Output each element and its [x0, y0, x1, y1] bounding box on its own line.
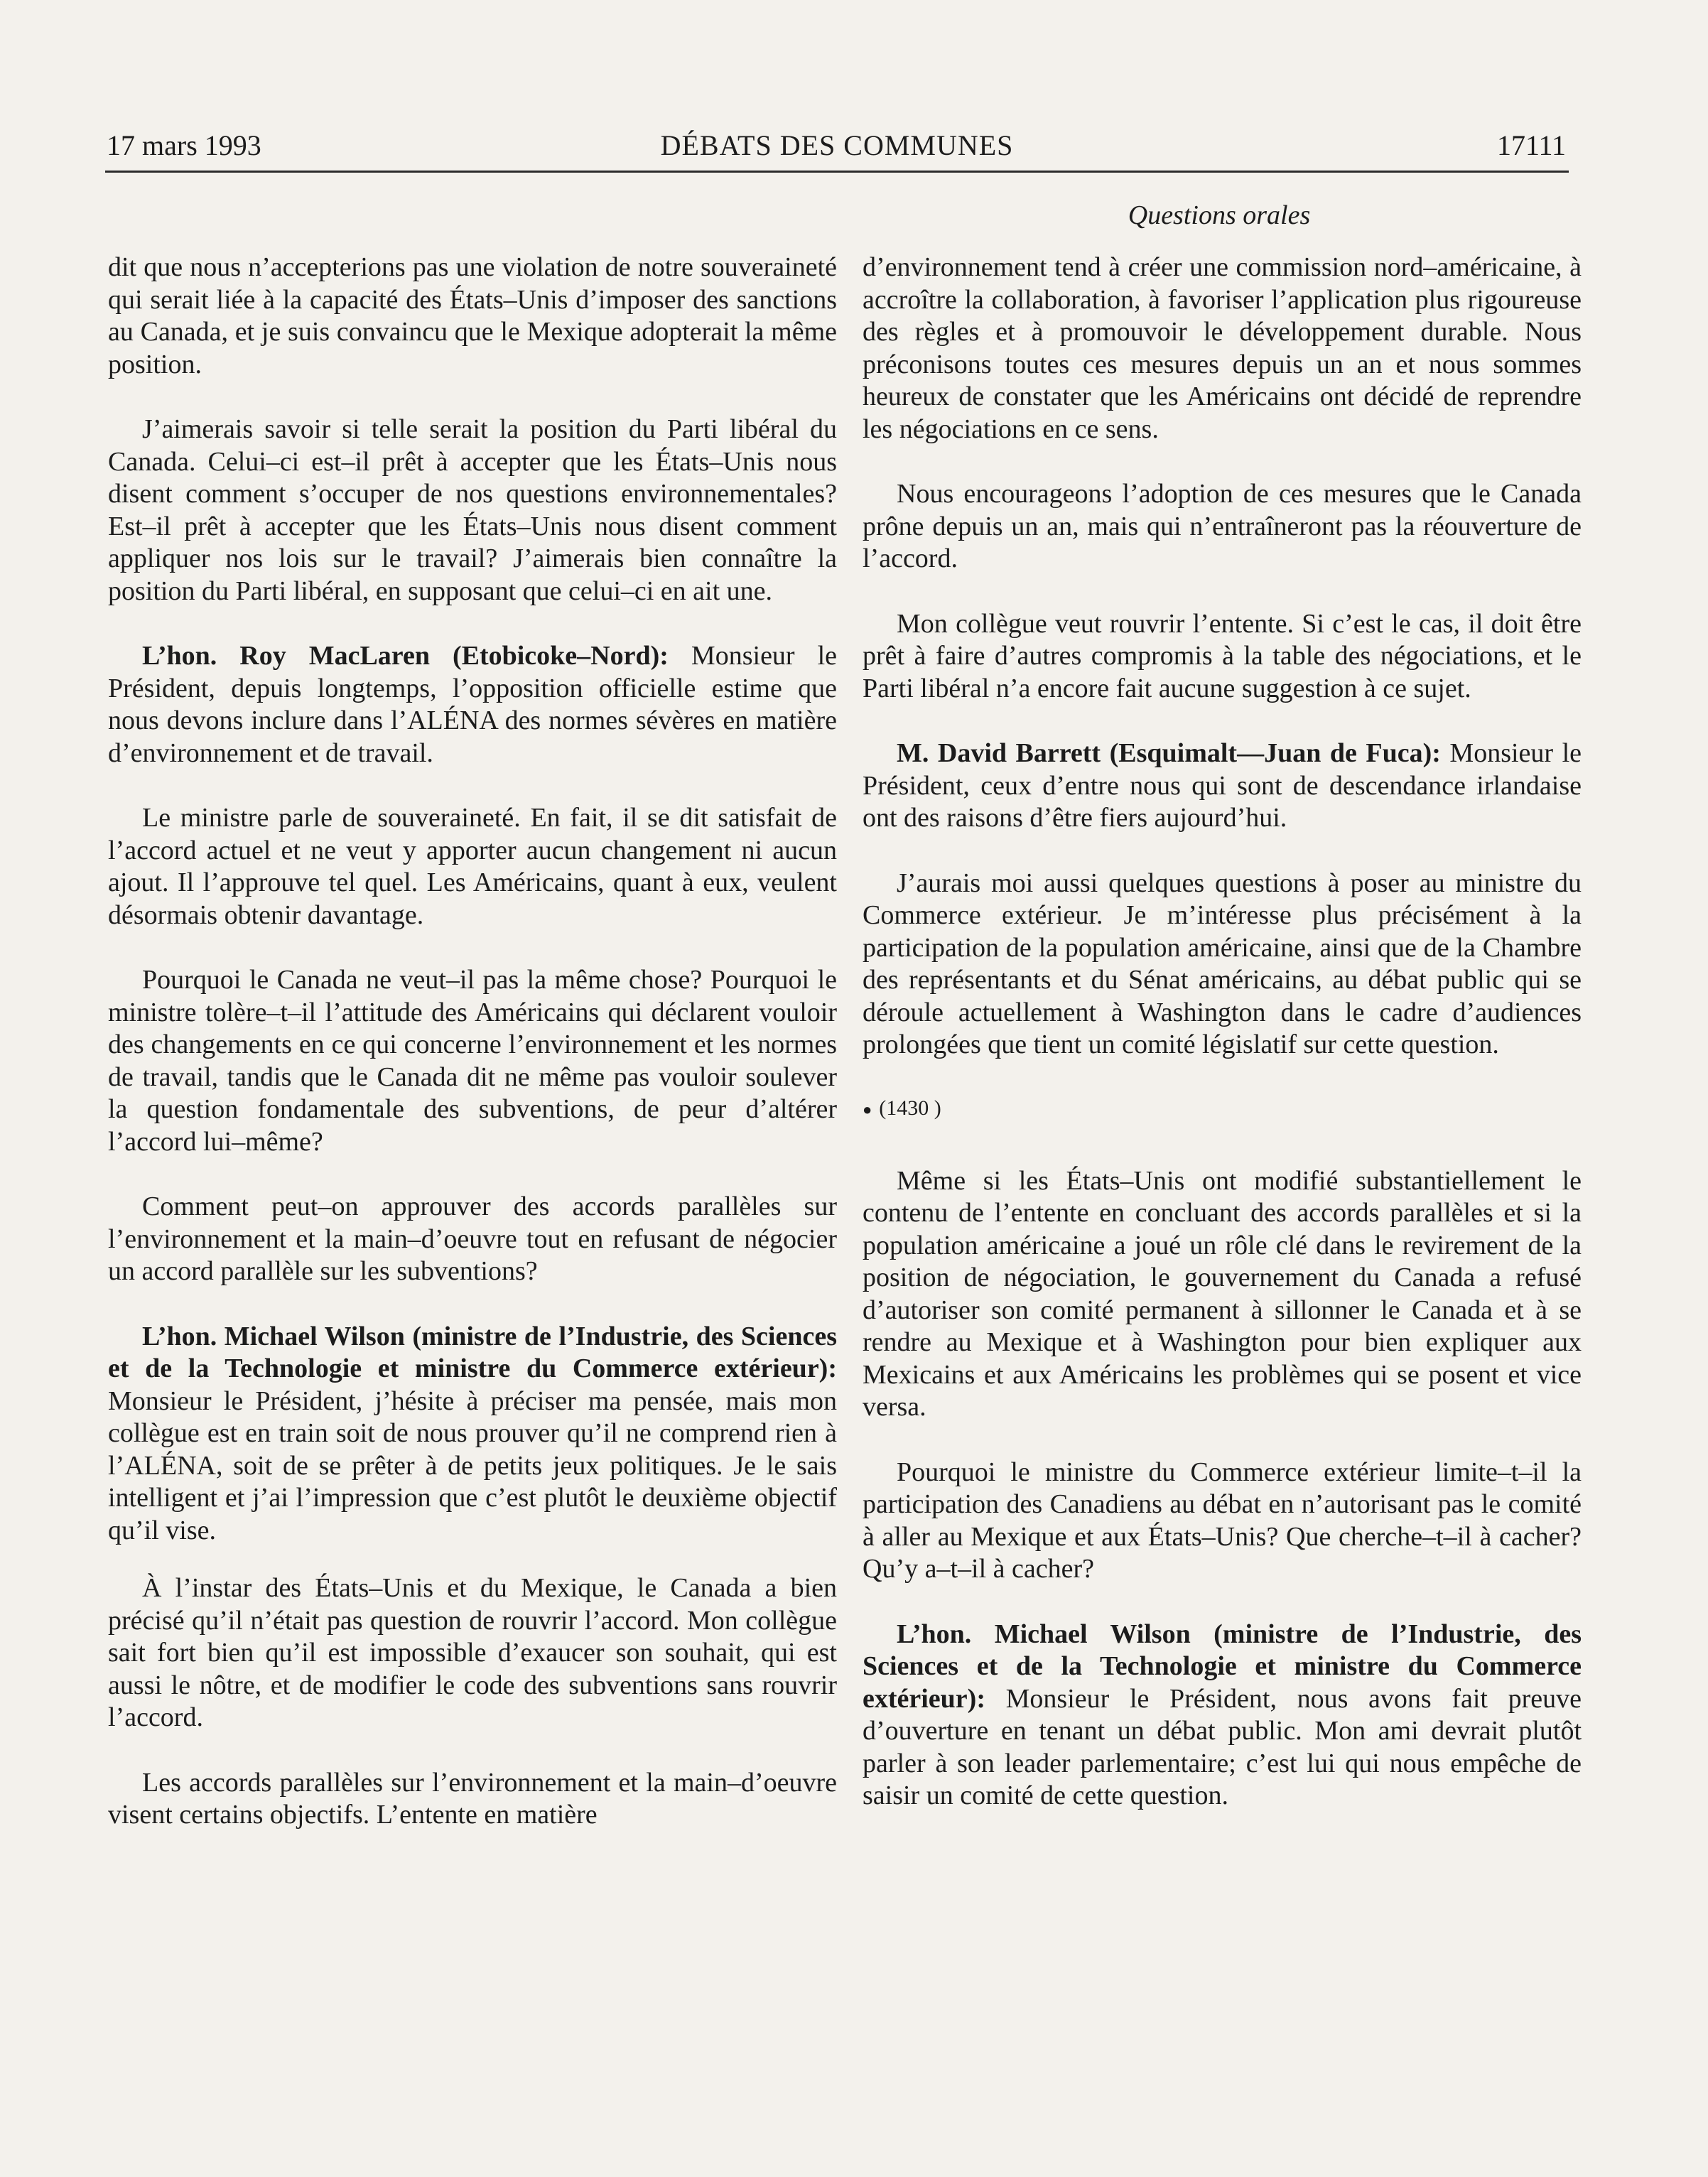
speech-text: Monsieur le Président, ceux d’entre nous qui sont de descendance irlandaise ont des raisons d’être fiers aujourd’hui.: [863, 738, 1582, 833]
paragraph: À l’instar des États–Unis et du Mexique, le Canada a bien précisé qu’il n’était pas question de rouvrir l’accord. Mon collègue sait fort bien qu’il est impossible d’exaucer son souhait, qui est aussi le nôtre, et de modifier le code des subventions sans rouvrir l’accord.: [108, 1573, 837, 1732]
paragraph: J’aurais moi aussi quelques questions à poser au ministre du Commerce extérieur. Je m’intéresse plus précisément à la participation de la population américaine, ainsi que de la Chambre des représentants et du Sénat américains, au débat public qui se déroule actuellement à Washington dans le cadre d’audiences prolongées que tient un comité législatif sur cette question.: [863, 868, 1582, 1059]
speech-paragraph: [863, 1619, 1582, 1813]
paragraph: Le ministre parle de souveraineté. En fait, il se dit satisfait de l’accord actuel et ne veut y apporter aucun changement ni aucun ajout. Il l’approuve tel quel. Les Américains, quant à eux, veulent désormais obtenir davantage.: [108, 803, 837, 930]
right-column: [863, 252, 1582, 1845]
paragraph: dit que nous n’accepterions pas une violation de notre souveraineté qui serait liée à la capacité des États–Unis d’imposer des sanctions au Canada, et je suis convaincu que le Mexique adopterait la même position.: [108, 252, 837, 379]
speech-text: Monsieur le Président, nous avons fait preuve d’ouverture en tenant un débat public. Mon ami devrait plutôt parler à son leader parlementaire; c’est lui qui nous empêche de saisir un comité de cette question.: [863, 1683, 1582, 1811]
bullet-icon: ●: [863, 1100, 872, 1118]
speech-paragraph: [108, 1321, 837, 1547]
paragraph: J’aimerais savoir si telle serait la position du Parti libéral du Canada. Celui–ci est–il prêt à accepter que les États–Unis nous disent comment s’occuper de nos questions environnementales? Est–il prêt à accepter que les États–Unis nous disent comment appliquer nos lois sur le travail? J’aimerais bien connaître la position du Parti libéral, en supposant que celui–ci en ait une.: [108, 414, 837, 606]
paragraph: Même si les États–Unis ont modifié substantiellement le contenu de l’entente en concluant des accords parallèles et si la population américaine a joué un rôle clé dans le revirement de la position de négociation, le gouvernement du Canada a refusé d’autoriser son comité permanent à sillonner le Canada et à se rendre au Mexique et à Washington pour bien expliquer aux Mexicains et aux Américains les problèmes qui se posent et vice versa.: [863, 1165, 1582, 1422]
time-marker-text: (1430 ): [879, 1096, 941, 1120]
paragraph: Les accords parallèles sur l’environnement et la main–d’oeuvre visent certains objectifs. L’entente en matière: [108, 1767, 837, 1830]
paragraph: d’environnement tend à créer une commission nord–américaine, à accroître la collaboration, à favoriser l’application plus rigoureuse des règles et à promouvoir le développement durable. Nous préconisons toutes ces mesures depuis un an et nous sommes heureux de constater que les Américains ont décidé de reprendre les négociations en ce sens.: [863, 252, 1582, 444]
header-date: 17 mars 1993: [107, 129, 261, 161]
paragraph: Nous encourageons l’adoption de ces mesures que le Canada prône depuis un an, mais qui n’entraîneront pas la réouverture de l’accord.: [863, 479, 1582, 573]
page-header: [105, 121, 1569, 173]
paragraph: Mon collègue veut rouvrir l’entente. Si c’est le cas, il doit être prêt à faire d’autres compromis à la table des négociations, et le Parti libéral n’a encore fait aucune suggestion à ce sujet.: [863, 608, 1582, 703]
paragraph: Pourquoi le ministre du Commerce extérieur limite–t–il la participation des Canadiens au débat en n’autorisant pas le comité à aller au Mexique et aux États–Unis? Que cherche–t–il à cacher? Qu’y a–t–il à cacher?: [863, 1457, 1582, 1584]
speaker-name: L’hon. Roy MacLaren (Etobicoke–Nord):: [142, 641, 669, 671]
speaker-name: L’hon. Michael Wilson (ministre de l’Industrie, des Sciences et de la Technologie et ministre du Commerce extérieur):: [863, 1619, 1582, 1714]
header-page-number: 17111: [1496, 129, 1566, 161]
section-title: Questions orales: [1128, 200, 1311, 230]
speech-text: Monsieur le Président, j’hésite à préciser ma pensée, mais mon collègue est en train soit de nous prouver qu’il ne comprend rien à l’ALÉNA, soit de se prêter à de petits jeux politiques. Je le sais intelligent et j’ai l’impression que c’est plutôt le deuxième objectif qu’il vise.: [108, 1385, 837, 1545]
speech-paragraph: [863, 738, 1582, 835]
speech-text: Monsieur le Président, depuis longtemps, l’opposition officielle estime que nous devons inclure dans l’ALÉNA des normes sévères en matière d’environnement et de travail.: [108, 641, 838, 768]
header-title: DÉBATS DES COMMUNES: [660, 129, 1014, 161]
paragraph: Comment peut–on approuver des accords parallèles sur l’environnement et la main–d’oeuvre tout en refusant de négocier un accord parallèle sur les subventions?: [108, 1192, 837, 1286]
speaker-name: M. David Barrett (Esquimalt—Juan de Fuca):: [897, 738, 1441, 768]
speaker-name: L’hon. Michael Wilson (ministre de l’Industrie, des Sciences et de la Technologie et ministre du Commerce extérieur):: [108, 1321, 837, 1383]
time-marker: [863, 1094, 1582, 1124]
speech-paragraph: [108, 640, 837, 769]
paragraph: Pourquoi le Canada ne veut–il pas la même chose? Pourquoi le ministre tolère–t–il l’attitude des Américains qui déclarent vouloir des changements en ce qui concerne l’environnement et les normes de travail, tandis que le Canada dit ne même pas vouloir soulever la question fondamentale des subventions, de peur d’altérer l’accord lui–même?: [108, 965, 837, 1157]
left-column: [108, 252, 837, 1864]
